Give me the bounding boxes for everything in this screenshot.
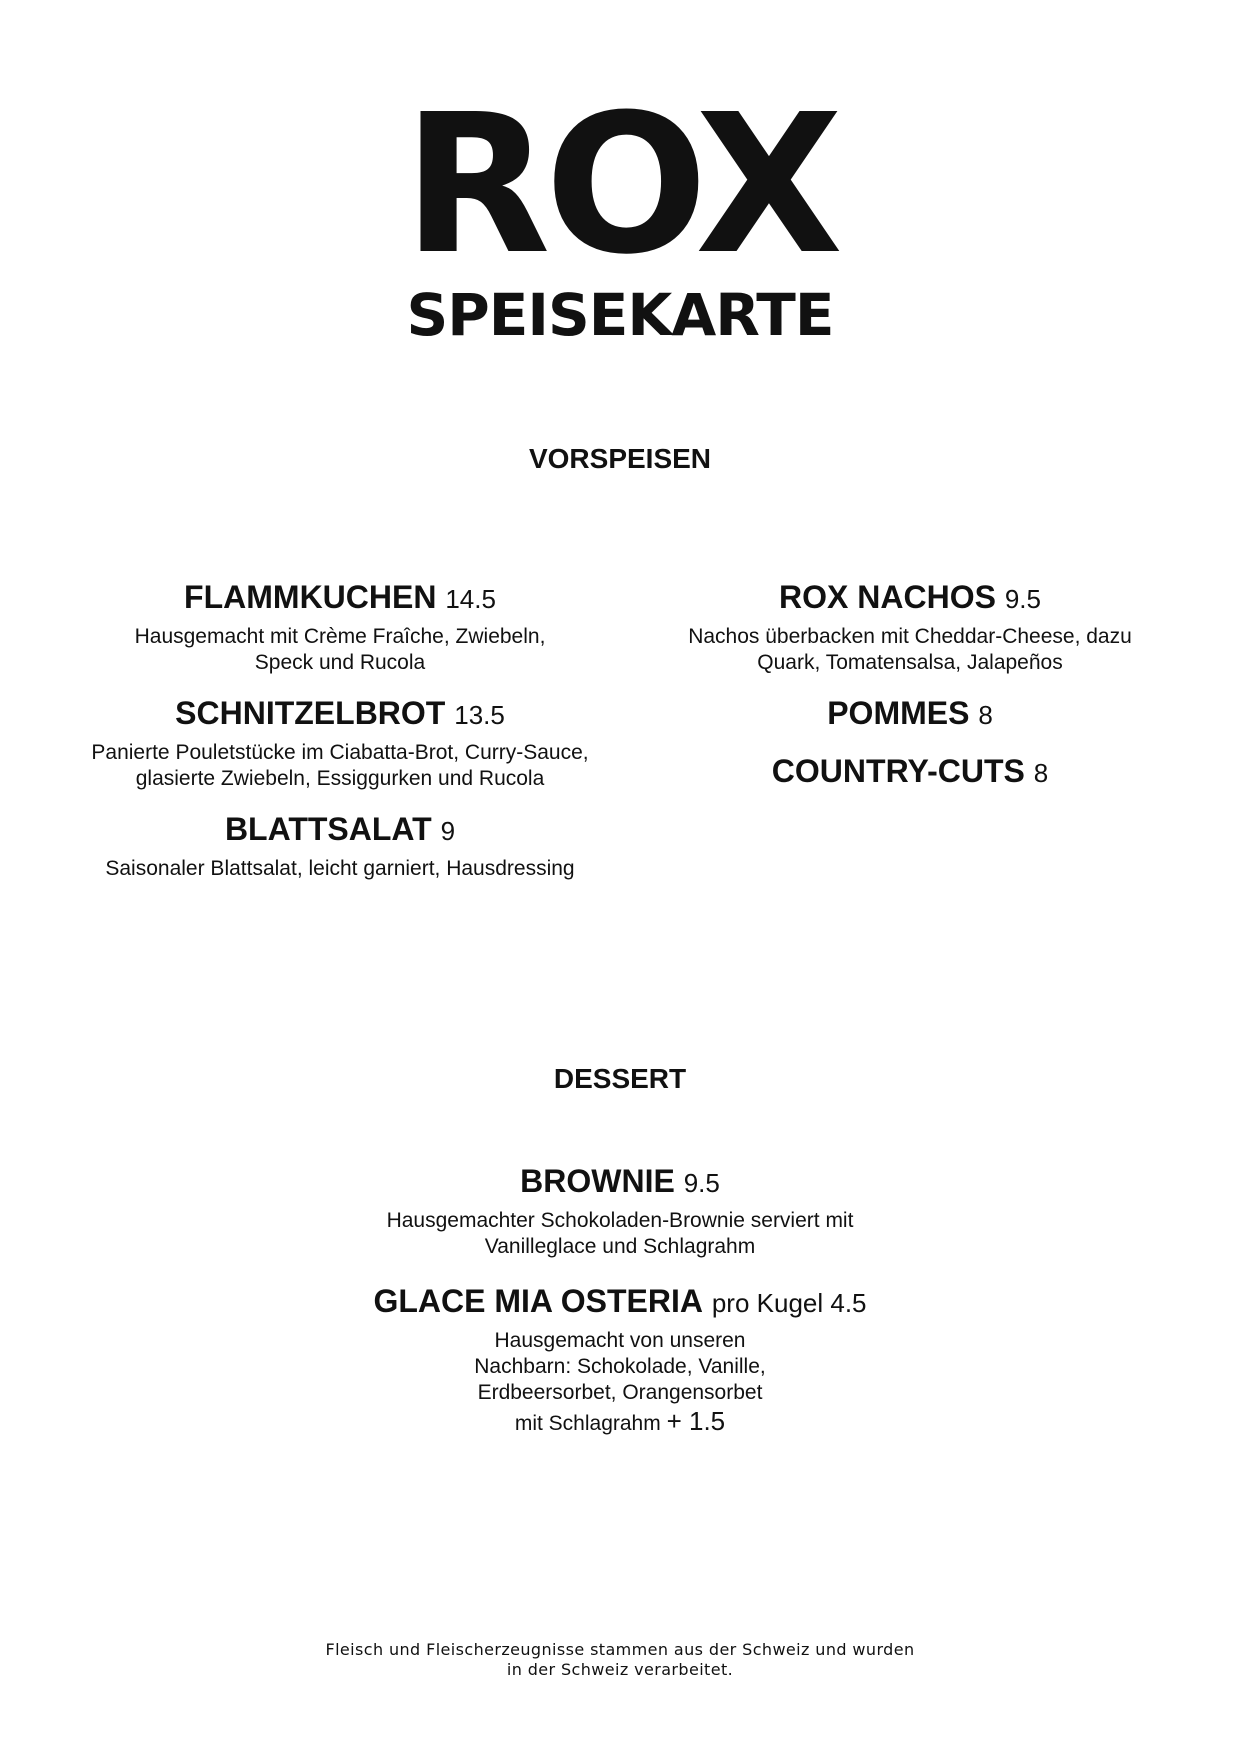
menu-item-name: BLATTSALAT bbox=[224, 811, 432, 847]
menu-item-extra bbox=[320, 1408, 920, 1437]
menu-item-name: COUNTRY-CUTS bbox=[771, 753, 1025, 789]
menu-item-title bbox=[640, 694, 1180, 734]
menu-item-description: Panierte Pouletstücke im Ciabatta-Brot, Curry-Sauce, glasierte Zwiebeln, Essiggurken und Rucola bbox=[91, 741, 589, 790]
menu-item bbox=[640, 694, 1180, 734]
brand-logo: ROX bbox=[402, 74, 838, 297]
menu-item-price: 8 bbox=[1033, 758, 1049, 788]
section-heading-starters: VORSPEISEN bbox=[528, 443, 712, 474]
menu-item-name: SCHNITZELBROT bbox=[175, 695, 446, 731]
menu-item bbox=[640, 752, 1180, 792]
menu-item-name: GLACE MIA OSTERIA bbox=[373, 1283, 703, 1319]
menu-item-price: 9.5 bbox=[683, 1168, 720, 1198]
menu-item bbox=[70, 810, 610, 882]
menu-item-title bbox=[70, 578, 610, 618]
dessert-column bbox=[320, 1162, 920, 1459]
menu-item-extra-price: + 1.5 bbox=[666, 1406, 726, 1436]
menu-item-title bbox=[640, 578, 1180, 618]
menu-item-name: BROWNIE bbox=[520, 1163, 675, 1199]
starters-left-column bbox=[70, 578, 610, 900]
menu-item-title bbox=[320, 1162, 920, 1202]
menu-item-price: pro Kugel 4.5 bbox=[711, 1288, 867, 1318]
menu-item-description: Hausgemachter Schokoladen-Brownie serviert mit Vanilleglace und Schlagrahm bbox=[386, 1209, 854, 1258]
section-heading-dessert: DESSERT bbox=[553, 1063, 687, 1094]
menu-item-title bbox=[640, 752, 1180, 792]
menu-item-price: 14.5 bbox=[445, 584, 496, 614]
page-title: SPEISEKARTE bbox=[406, 281, 834, 349]
menu-item-description: Hausgemacht mit Crème Fraîche, Zwiebeln, Speck und Rucola bbox=[134, 625, 546, 674]
menu-item-price: 8 bbox=[978, 700, 993, 730]
menu-item-extra-label: mit Schlagrahm bbox=[514, 1412, 661, 1435]
menu-item-description: Saisonaler Blattsalat, leicht garniert, Hausdressing bbox=[105, 857, 575, 880]
menu-item bbox=[70, 694, 610, 792]
menu-item-price: 9.5 bbox=[1004, 584, 1041, 614]
footer-note: Fleisch und Fleischerzeugnisse stammen aus der Schweiz und wurden in der Schweiz verarbeitet. bbox=[325, 1640, 915, 1679]
menu-item-title bbox=[70, 694, 610, 734]
menu-item-title bbox=[70, 810, 610, 850]
menu-item-name: FLAMMKUCHEN bbox=[184, 579, 437, 615]
menu-item-description: Hausgemacht von unseren Nachbarn: Schokolade, Vanille, Erdbeersorbet, Orangensorbet bbox=[474, 1329, 766, 1404]
menu-item-price: 9 bbox=[440, 816, 456, 846]
menu-item-description: Nachos überbacken mit Cheddar-Cheese, dazu Quark, Tomatensalsa, Jalapeños bbox=[688, 625, 1132, 674]
menu-item bbox=[640, 578, 1180, 676]
menu-item bbox=[70, 578, 610, 676]
starters-right-column bbox=[640, 578, 1180, 810]
menu-item-price: 13.5 bbox=[454, 700, 505, 730]
menu-item-name: ROX NACHOS bbox=[779, 579, 996, 615]
menu-item bbox=[320, 1282, 920, 1437]
menu-item bbox=[320, 1162, 920, 1260]
menu-item-title bbox=[320, 1282, 920, 1322]
menu-item-name: POMMES bbox=[827, 695, 970, 731]
